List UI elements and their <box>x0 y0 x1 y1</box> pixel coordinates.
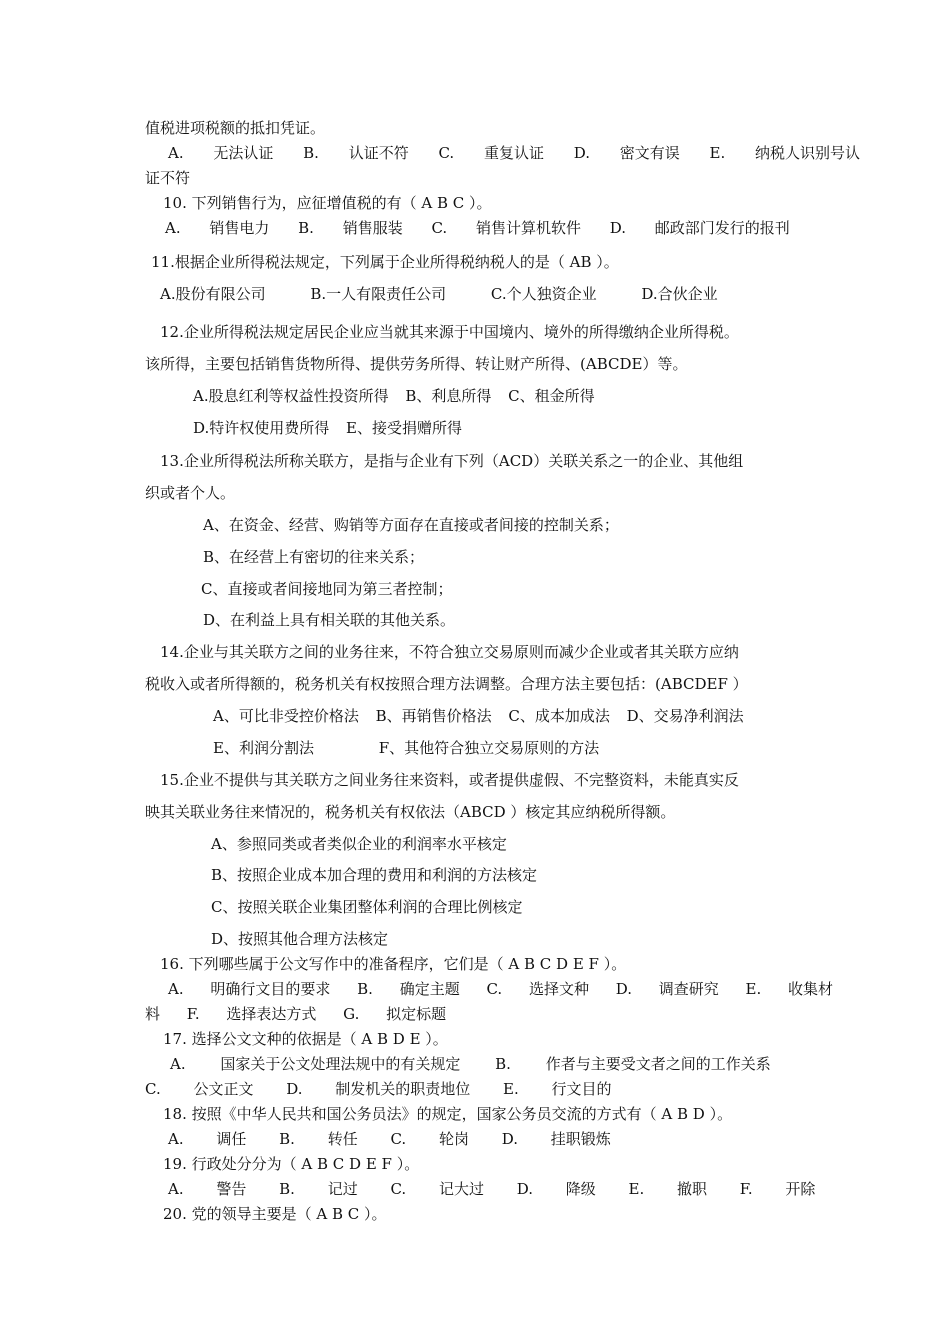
text-line: 织或者个人。 <box>145 484 236 502</box>
text-line: A. 国家关于公文处理法规中的有关规定 B. 作者与主要受文者之间的工作关系 <box>170 1055 771 1073</box>
text-line: A. 明确行文目的要求 B. 确定主题 C. 选择文种 D. 调查研究 E. 收集材 <box>168 980 833 998</box>
text-line: A. 警告 B. 记过 C. 记大过 D. 降级 E. 撤职 F. 开除 <box>168 1180 816 1198</box>
text-line: 该所得，主要包括销售货物所得、提供劳务所得、转让财产所得、(ABCDE）等。 <box>145 355 688 373</box>
text-line: B、按照企业成本加合理的费用和利润的方法核定 <box>211 866 538 884</box>
text-line: C、直接或者间接地同为第三者控制； <box>201 580 453 598</box>
text-line: A. 无法认证 B. 认证不符 C. 重复认证 D. 密文有误 E. 纳税人识别号认 <box>168 144 860 162</box>
text-line: A、在资金、经营、购销等方面存在直接或者间接的控制关系； <box>203 516 619 534</box>
text-line: C. 公文正文 D. 制发机关的职责地位 E. 行文目的 <box>145 1080 612 1098</box>
text-line: 值税进项税额的抵扣凭证。 <box>145 119 326 137</box>
text-line: A.股息红利等权益性投资所得 B、利息所得 C、租金所得 <box>193 387 595 405</box>
text-line: 17. 选择公文文种的依据是（ A B D E ）。 <box>163 1030 448 1048</box>
text-line: D、在利益上具有相关联的其他关系。 <box>203 611 456 629</box>
text-line: 16. 下列哪些属于公文写作中的准备程序，它们是（ A B C D E F ）。 <box>160 955 627 973</box>
text-line: 料 F. 选择表达方式 G. 拟定标题 <box>145 1005 447 1023</box>
text-line: D.特许权使用费所得 E、接受捐赠所得 <box>193 419 462 437</box>
text-line: 11.根据企业所得税法规定，下列属于企业所得税纳税人的是（ AB ）。 <box>151 253 619 271</box>
text-line: 20. 党的领导主要是（ A B C ）。 <box>163 1205 387 1223</box>
text-line: 18. 按照《中华人民共和国公务员法》的规定，国家公务员交流的方式有（ A B D ）。 <box>163 1105 733 1123</box>
text-line: 19. 行政处分分为（ A B C D E F ）。 <box>163 1155 420 1173</box>
text-line: 税收入或者所得额的，税务机关有权按照合理方法调整。合理方法主要包括：(ABCDEF ） <box>145 675 748 693</box>
text-line: C、按照关联企业集团整体利润的合理比例核定 <box>211 898 523 916</box>
text-line: D、按照其他合理方法核定 <box>211 930 389 948</box>
text-line: A. 调任 B. 转任 C. 轮岗 D. 挂职锻炼 <box>168 1130 611 1148</box>
text-line: A、参照同类或者类似企业的利润率水平核定 <box>211 835 507 853</box>
text-line: A. 销售电力 B. 销售服装 C. 销售计算机软件 D. 邮政部门发行的报刊 <box>165 219 790 237</box>
text-line: A、可比非受控价格法 B、再销售价格法 C、成本加成法 D、交易净利润法 <box>213 707 744 725</box>
text-line: 10. 下列销售行为，应征增值税的有（ A B C ）。 <box>163 194 492 212</box>
text-line: A.股份有限公司 B.一人有限责任公司 C.个人独资企业 D.合伙企业 <box>160 285 718 303</box>
text-line: 12.企业所得税法规定居民企业应当就其来源于中国境内、境外的所得缴纳企业所得税。 <box>160 323 739 341</box>
text-line: B、在经营上有密切的往来关系； <box>203 548 425 566</box>
text-line: 15.企业不提供与其关联方之间业务往来资料，或者提供虚假、不完整资料，未能真实反 <box>160 771 739 789</box>
text-line: 映其关联业务往来情况的，税务机关有权依法（ABCD ）核定其应纳税所得额。 <box>145 803 676 821</box>
text-line: 13.企业所得税法所称关联方，是指与企业有下列（ACD）关联关系之一的企业、其他组 <box>160 452 744 470</box>
text-line: E、利润分割法 F、其他符合独立交易原则的方法 <box>213 739 600 757</box>
text-line: 证不符 <box>145 169 191 187</box>
text-line: 14.企业与其关联方之间的业务往来，不符合独立交易原则而减少企业或者其关联方应纳 <box>160 643 739 661</box>
